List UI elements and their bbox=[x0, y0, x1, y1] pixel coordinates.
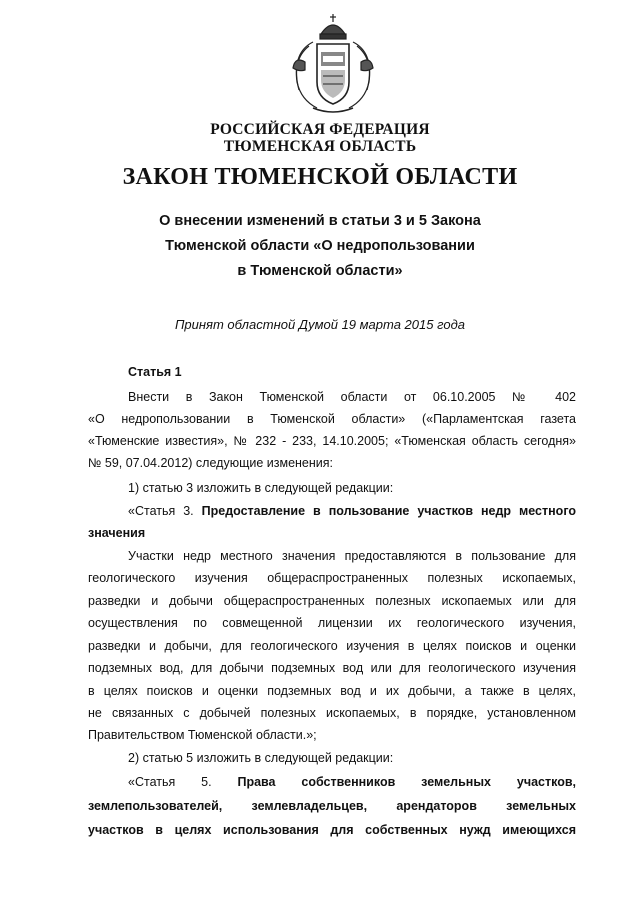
paragraph-line: № 59, 07.04.2012) следующие изменения: bbox=[88, 456, 334, 470]
article-5-title: Права собственников земельных участков, bbox=[237, 775, 576, 789]
header-country: РОССИЙСКАЯ ФЕДЕРАЦИЯ bbox=[210, 121, 430, 138]
paragraph-line: осуществления по совмещенной лицензии их геологического изучения, bbox=[88, 616, 576, 630]
article-3-title: Предоставление в пользование участков недр местного bbox=[201, 504, 576, 518]
coat-of-arms-emblem bbox=[283, 12, 383, 116]
article-1-heading: Статья 1 bbox=[128, 365, 182, 379]
paragraph-line: подземных вод, для добычи подземных вод или для геологического изучения bbox=[88, 661, 576, 675]
paragraph-line: Правительством Тюменской области.»; bbox=[88, 728, 317, 742]
amendment-item-1: 1) статью 3 изложить в следующей редакции: bbox=[128, 481, 394, 495]
article-5-title-continued: участков в целях использования для собственных нужд имеющихся bbox=[88, 823, 576, 837]
law-title-line-2: Тюменской области «О недропользовании bbox=[165, 238, 475, 254]
article-3-heading bbox=[128, 501, 576, 521]
adoption-date: Принят областной Думой 19 марта 2015 года bbox=[175, 317, 465, 332]
paragraph-line: геологического изучения общераспространенных полезных ископаемых, bbox=[88, 571, 576, 585]
law-heading: ЗАКОН ТЮМЕНСКОЙ ОБЛАСТИ bbox=[122, 164, 518, 190]
paragraph-line: разведки и добычи, для геологического изучения в целях поисков и оценки bbox=[88, 639, 576, 653]
paragraph-line: «О недропользовании в Тюменской области» («Парламентская газета bbox=[88, 412, 576, 426]
law-title-line-3: в Тюменской области» bbox=[237, 263, 403, 279]
paragraph-line: в целях поисков и оценки подземных вод и их добычи, а также в целях, bbox=[88, 684, 576, 698]
article-3-title-continued: значения bbox=[88, 526, 146, 540]
paragraph-line: не связанных с добычей полезных ископаемых, в порядке, установленном bbox=[88, 706, 576, 720]
paragraph-line: разведки и добычи общераспространенных полезных ископаемых или для bbox=[88, 594, 576, 608]
amendment-item-2: 2) статью 5 изложить в следующей редакции: bbox=[128, 751, 394, 765]
paragraph-line: Участки недр местного значения предоставляются в пользование для bbox=[128, 549, 576, 563]
article-5-title-continued: землепользователей, землевладельцев, арендаторов земельных bbox=[88, 799, 576, 813]
paragraph-line: Внести в Закон Тюменской области от 06.10.2005 № 402 bbox=[128, 390, 576, 404]
article-5-heading bbox=[128, 772, 576, 792]
paragraph-line: «Тюменские известия», № 232 - 233, 14.10.2005; «Тюменская область сегодня» bbox=[88, 434, 576, 448]
law-title-line-1: О внесении изменений в статьи 3 и 5 Закона bbox=[159, 213, 481, 229]
article-3-prefix: «Статья 3. bbox=[128, 504, 202, 518]
article-5-prefix: «Статья 5. bbox=[128, 775, 238, 789]
header-region: ТЮМЕНСКАЯ ОБЛАСТЬ bbox=[223, 138, 417, 155]
